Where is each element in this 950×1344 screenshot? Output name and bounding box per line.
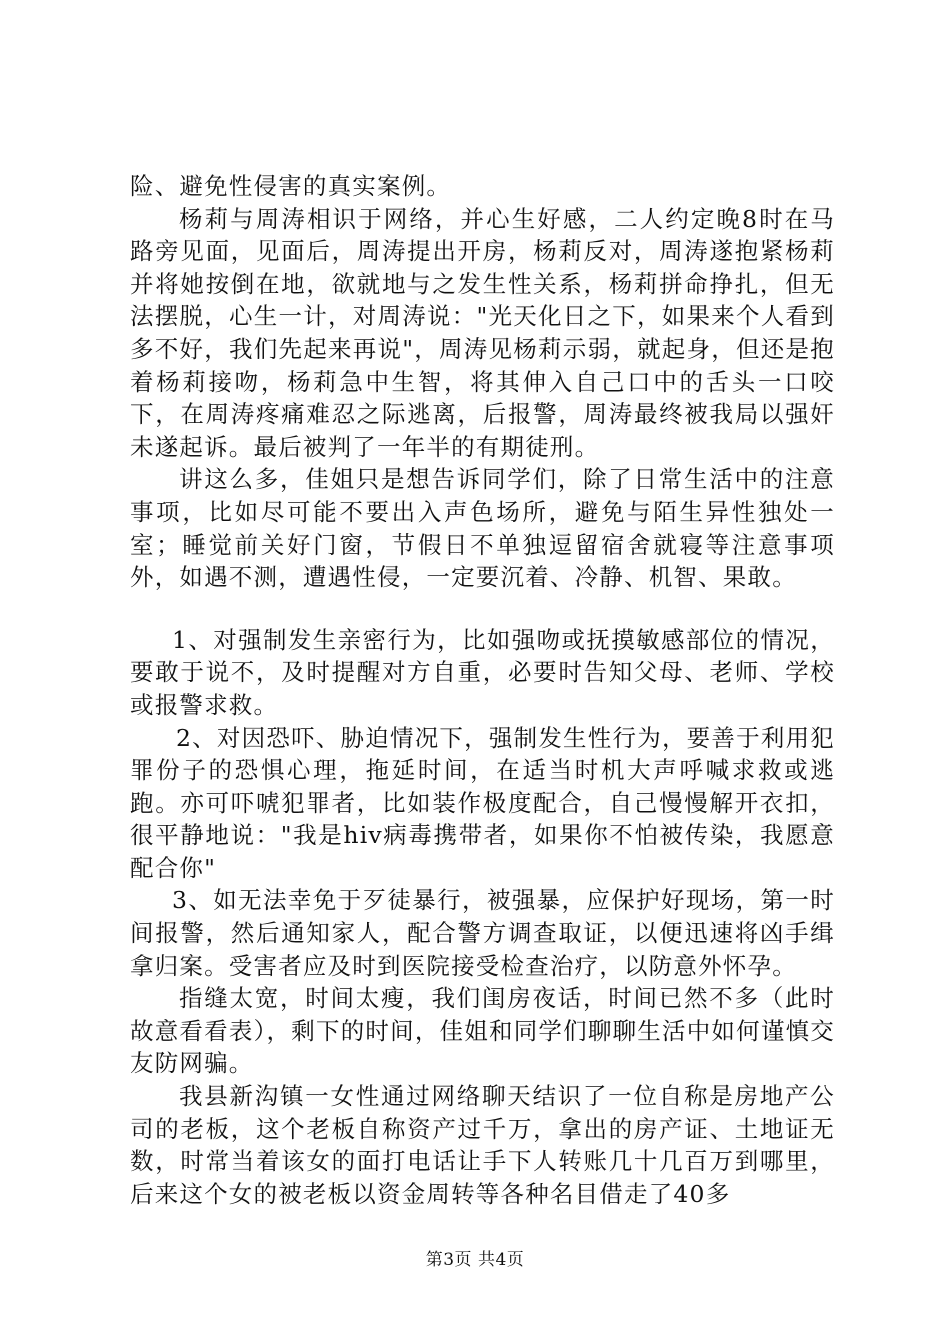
paragraph-point-3: 3、如无法幸免于歹徒暴行，被强暴，应保护好现场，第一时间报警，然后通知家人，配合警方调查取证，以便迅速将凶手缉拿归案。受害者应及时到医院接受检查治疗，以防意外怀孕。 <box>130 886 835 980</box>
document-body <box>130 170 835 1210</box>
paragraph-point-1: 1、对强制发生亲密行为，比如强吻或抚摸敏感部位的情况，要敢于说不，及时提醒对方自重，必要时告知父母、老师、学校或报警求救。 <box>130 625 835 719</box>
paragraph-continuation: 险、避免性侵害的真实案例。 <box>130 172 452 200</box>
paragraph-advice-summary: 讲这么多，佳姐只是想告诉同学们，除了日常生活中的注意事项，比如尽可能不要出入声色场所，避免与陌生异性独处一室；睡觉前关好门窗，节假日不单独逗留宿舍就寝等注意事项外，如遇不测，遭遇性侵，一定要沉着、冷静、机智、果敢。 <box>130 465 835 592</box>
paragraph-case-yang-li: 杨莉与周涛相识于网络，并心生好感，二人约定晚8时在马路旁见面，见面后，周涛提出开房，杨莉反对，周涛遂抱紧杨莉并将她按倒在地，欲就地与之发生性关系，杨莉拼命挣扎，但无法摆脱，心生一计，对周涛说："光天化日之下，如果来个人看到多不好，我们先起来再说"，周涛见杨莉示弱，就起身，但还是抱着杨莉接吻，杨莉急中生智，将其伸入自己口中的舌头一口咬下，在周涛疼痛难忍之际逃离，后报警，周涛最终被我局以强奸未遂起诉。最后被判了一年半的有期徒刑。 <box>130 204 835 461</box>
paragraph-case-fraud: 我县新沟镇一女性通过网络聊天结识了一位自称是房地产公司的老板，这个老板自称资产过千万，拿出的房产证、土地证无数，时常当着该女的面打电话让手下人转账几十几百万到哪里，后来这个女的被老板以资金周转等各种名目借走了40多 <box>130 1082 835 1208</box>
paragraph-gap <box>130 594 835 624</box>
paragraph-transition: 指缝太宽，时间太瘦，我们闺房夜话，时间已然不多（此时故意看看表），剩下的时间，佳姐和同学们聊聊生活中如何谨慎交友防网骗。 <box>130 984 835 1078</box>
page-number-footer: 第3页 共4页 <box>425 1250 525 1270</box>
paragraph-point-2: 2、对因恐吓、胁迫情况下，强制发生性行为，要善于利用犯罪份子的恐惧心理，拖延时间，在适当时机大声呼喊求救或逃跑。亦可吓唬犯罪者，比如装作极度配合，自己慢慢解开衣扣，很平静地说："我是hiv病毒携带者，如果你不怕被传染，我愿意配合你" <box>130 723 835 882</box>
